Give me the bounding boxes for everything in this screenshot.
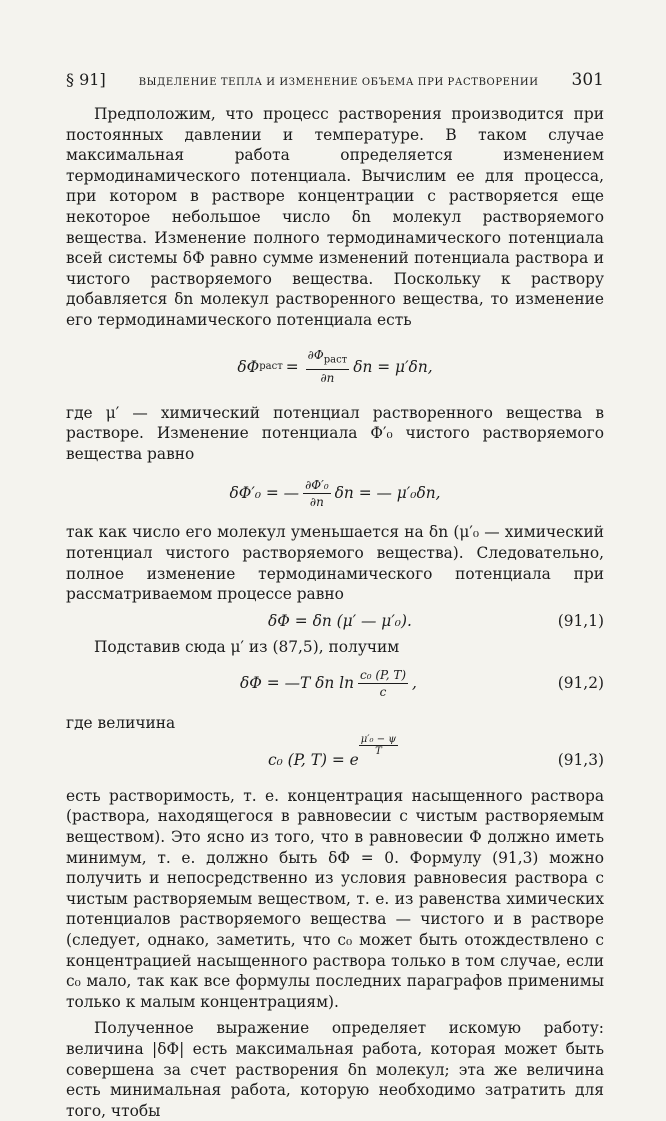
f5-lhs: c₀ (P, T) = e — [268, 750, 359, 769]
f1-lhs-sub: раст — [259, 361, 283, 373]
f5-exp-den: T — [375, 746, 382, 758]
f4-num: c₀ (P, T) — [360, 667, 407, 682]
formula-delta-phi-rast — [66, 335, 604, 399]
f2-den: ∂n — [309, 494, 324, 509]
paragraph-4: Подставив сюда μ′ из (87,5), получим — [94, 637, 400, 656]
f1-fraction — [306, 347, 350, 385]
f4-lhs: δΦ = —T δn ln — [240, 674, 355, 693]
running-header — [66, 70, 604, 90]
f2-num: ∂Φ′₀ — [305, 477, 329, 492]
paragraph-1: Предположим, что процесс растворения производится при постоянных давлении и температуре. В таком случае максимальная работа определяется изменением термодинамического потенциала. Вычислим ее для процесса, при котором в растворе концентрации c растворяется еще некоторое небольшое число δn молекул растворяемого вещества. Изменение полного термодинамического потенциала всей системы δΦ равно сумме изменений потенциала раствора и чистого растворяемого вещества. Поскольку к раствору добавляется δn молекул растворенного вещества, то изменение его термодинамического потенциала есть — [66, 105, 604, 329]
equation-number-91-3: (91,3) — [557, 750, 604, 769]
f4-den: c — [379, 684, 387, 699]
formula-91-3 — [66, 734, 604, 782]
f1-num-sub: раст — [323, 354, 348, 366]
f1-lhs: δΦ — [237, 357, 260, 376]
f3-text: δΦ = δn (μ′ — μ′₀). — [268, 611, 412, 630]
paragraph-2: где μ′ — химический потенциал растворенного вещества в растворе. Изменение потенциала Φ′₀ чистого растворяемого вещества равно — [66, 403, 604, 463]
formula-91-2 — [66, 661, 604, 705]
f1-eq: = — [285, 357, 299, 376]
page-number: 301 — [571, 70, 604, 90]
f2-lhs: δΦ′₀ = — — [229, 484, 300, 503]
f5-exp-num: μ′₀ − ψ — [360, 734, 397, 746]
header-title: ВЫДЕЛЕНИЕ ТЕПЛА И ИЗМЕНЕНИЕ ОБЪЕМА ПРИ РАСТВОРЕНИИ — [138, 77, 539, 88]
equation-number-91-1: (91,1) — [557, 611, 604, 630]
f1-den: ∂n — [320, 370, 335, 385]
f4-rhs: , — [412, 674, 417, 693]
f5-exponent — [359, 734, 398, 757]
f1-rhs: δn = μ′δn, — [353, 357, 433, 376]
paragraph-6: есть растворимость, т. е. концентрация насыщенного раствора (раствора, находящегося в равновесии с чистым растворяемым веществом). Это ясно из того, что в равновесии Φ должно иметь минимум, т. е. должно быть δΦ = 0. Формулу (91,3) можно получить и непосредственно из условия равновесия раствора с чистым растворяемым веществом, т. е. из равенства химических потенциалов растворяемого вещества — чистого и в растворе (следует, однако, заметить, что c₀ может быть отождествлено с концентрацией насыщенного раствора только в том случае, если c₀ мало, так как все формулы последних параграфов применимы только к малым концентрациям). — [66, 786, 604, 1011]
f1-num: ∂Φ — [307, 348, 324, 363]
paragraph-3: так как число его молекул уменьшается на δn (μ′₀ — химический потенциал чистого растворяемого вещества). Следовательно, полное изменение термодинамического потенциала при рассматриваемом процессе равно — [66, 523, 604, 604]
formula-delta-phi0 — [66, 468, 604, 518]
paragraph-5: где величина — [66, 714, 176, 733]
formula-91-1 — [66, 609, 604, 633]
equation-number-91-2: (91,2) — [557, 674, 604, 693]
paragraph-7: Полученное выражение определяет искомую работу: величина |δΦ| есть максимальная работа, которая может быть совершена за счет растворения δn молекул; эта же величина есть минимальная работа, которую необходимо затратить для того, чтобы — [66, 1019, 604, 1120]
f2-rhs: δn = — μ′₀δn, — [334, 484, 441, 503]
page — [66, 70, 604, 1121]
f2-fraction — [303, 477, 331, 510]
f4-fraction — [358, 667, 408, 700]
section-marker: § 91] — [66, 70, 106, 89]
